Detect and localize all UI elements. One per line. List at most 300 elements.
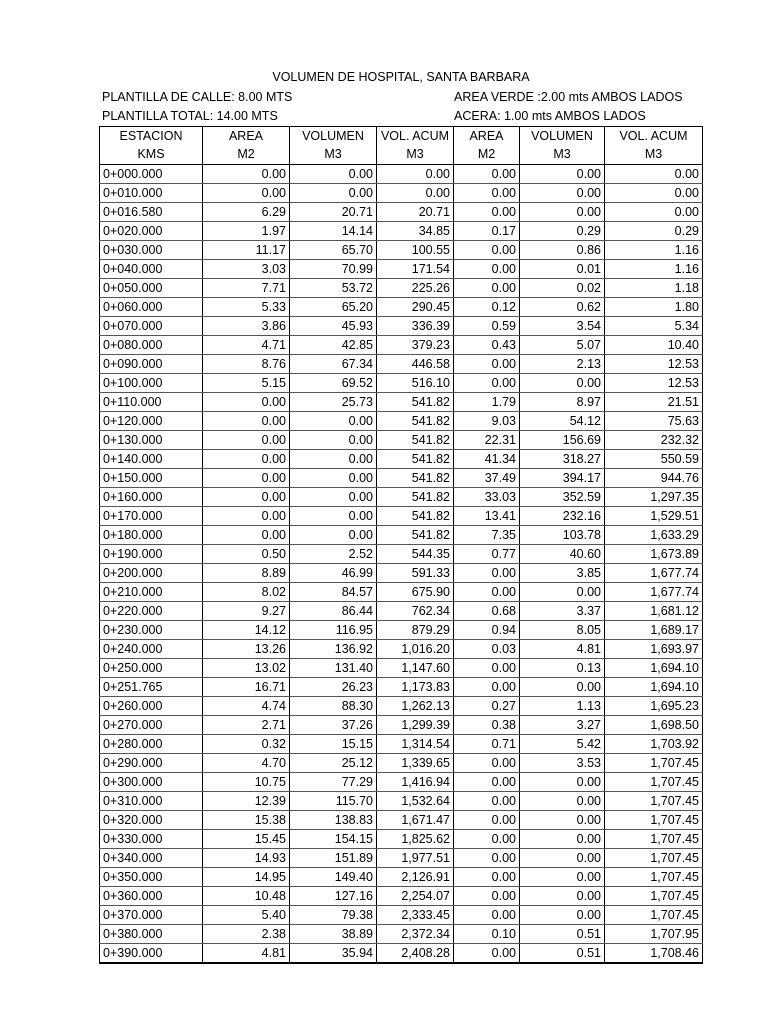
document-title: VOLUMEN DE HOSPITAL, SANTA BARBARA (272, 70, 530, 84)
area-verde-cell: 0.00 (454, 183, 520, 202)
vol-acum-cell: 879.29 (377, 620, 454, 639)
area-cell: 15.45 (203, 829, 290, 848)
estacion-cell: 0+000.000 (100, 164, 203, 183)
vol-acum-verde-cell: 1,633.29 (605, 525, 703, 544)
volumen-cell: 149.40 (290, 867, 377, 886)
vol-acum-cell: 1,173.83 (377, 677, 454, 696)
area-verde-cell: 0.94 (454, 620, 520, 639)
table-row (100, 221, 703, 240)
area-cell: 0.00 (203, 449, 290, 468)
vol-acum-verde-cell: 550.59 (605, 449, 703, 468)
vol-acum-verde-cell: 1,694.10 (605, 658, 703, 677)
area-cell: 0.00 (203, 468, 290, 487)
header-area-2: AREA (454, 127, 520, 146)
area-cell: 4.71 (203, 335, 290, 354)
vol-acum-cell: 675.90 (377, 582, 454, 601)
area-verde-cell: 0.38 (454, 715, 520, 734)
estacion-cell: 0+270.000 (100, 715, 203, 734)
table-row (100, 297, 703, 316)
vol-acum-cell: 1,671.47 (377, 810, 454, 829)
volumen-cell: 65.20 (290, 297, 377, 316)
vol-acum-verde-cell: 12.53 (605, 354, 703, 373)
area-cell: 0.00 (203, 525, 290, 544)
area-cell: 8.02 (203, 582, 290, 601)
vol-acum-cell: 2,333.45 (377, 905, 454, 924)
volumen-verde-cell: 352.59 (520, 487, 605, 506)
estacion-cell: 0+110.000 (100, 392, 203, 411)
area-verde-cell: 0.77 (454, 544, 520, 563)
vol-acum-verde-cell: 21.51 (605, 392, 703, 411)
volumen-cell: 86.44 (290, 601, 377, 620)
estacion-cell: 0+180.000 (100, 525, 203, 544)
area-cell: 0.00 (203, 430, 290, 449)
estacion-cell: 0+230.000 (100, 620, 203, 639)
volumen-verde-cell: 8.05 (520, 620, 605, 639)
area-verde-cell: 0.00 (454, 354, 520, 373)
estacion-cell: 0+280.000 (100, 734, 203, 753)
area-cell: 0.00 (203, 164, 290, 183)
area-verde-cell: 0.27 (454, 696, 520, 715)
volumen-verde-cell: 0.29 (520, 221, 605, 240)
estacion-cell: 0+340.000 (100, 848, 203, 867)
vol-acum-verde-cell: 5.34 (605, 316, 703, 335)
area-verde-cell: 0.00 (454, 886, 520, 905)
vol-acum-cell: 1,262.13 (377, 696, 454, 715)
table-row (100, 202, 703, 221)
vol-acum-cell: 1,339.65 (377, 753, 454, 772)
area-verde-cell: 0.00 (454, 240, 520, 259)
vol-acum-cell: 2,372.34 (377, 924, 454, 943)
table-row (100, 544, 703, 563)
vol-acum-cell: 2,126.91 (377, 867, 454, 886)
volumen-cell: 25.12 (290, 753, 377, 772)
table-row (100, 658, 703, 677)
estacion-cell: 0+330.000 (100, 829, 203, 848)
volumen-verde-cell: 3.37 (520, 601, 605, 620)
vol-acum-verde-cell: 1,681.12 (605, 601, 703, 620)
vol-acum-cell: 336.39 (377, 316, 454, 335)
table-row (100, 810, 703, 829)
area-verde-cell: 0.17 (454, 221, 520, 240)
vol-acum-verde-cell: 0.00 (605, 183, 703, 202)
area-cell: 3.03 (203, 259, 290, 278)
estacion-cell: 0+016.580 (100, 202, 203, 221)
area-verde-cell: 9.03 (454, 411, 520, 430)
volumen-verde-cell: 394.17 (520, 468, 605, 487)
vol-acum-cell: 516.10 (377, 373, 454, 392)
plantilla-total-label: PLANTILLA TOTAL: 14.00 MTS (102, 109, 278, 123)
vol-acum-verde-cell: 1,707.45 (605, 886, 703, 905)
header-volumen: VOLUMEN (290, 127, 377, 146)
estacion-cell: 0+060.000 (100, 297, 203, 316)
vol-acum-verde-cell: 1,708.46 (605, 943, 703, 963)
vol-acum-cell: 541.82 (377, 411, 454, 430)
area-verde-cell: 0.00 (454, 943, 520, 963)
area-verde-cell: 0.00 (454, 259, 520, 278)
area-verde-cell: 0.03 (454, 639, 520, 658)
volumen-verde-cell: 54.12 (520, 411, 605, 430)
volumen-verde-cell: 3.54 (520, 316, 605, 335)
volumen-cell: 138.83 (290, 810, 377, 829)
estacion-cell: 0+050.000 (100, 278, 203, 297)
volumen-cell: 84.57 (290, 582, 377, 601)
volumen-verde-cell: 318.27 (520, 449, 605, 468)
header-vol-acum: VOL. ACUM (377, 127, 454, 146)
volumen-cell: 42.85 (290, 335, 377, 354)
estacion-cell: 0+310.000 (100, 791, 203, 810)
estacion-cell: 0+130.000 (100, 430, 203, 449)
vol-acum-verde-cell: 0.29 (605, 221, 703, 240)
estacion-cell: 0+220.000 (100, 601, 203, 620)
vol-acum-verde-cell: 1,707.45 (605, 829, 703, 848)
info-row-1 (102, 88, 702, 107)
header-volumen-2: VOLUMEN (520, 127, 605, 146)
area-verde-label: AREA VERDE :2.00 mts AMBOS LADOS (454, 90, 683, 104)
vol-acum-verde-cell: 1,695.23 (605, 696, 703, 715)
volumen-cell: 15.15 (290, 734, 377, 753)
volumen-verde-cell: 0.00 (520, 886, 605, 905)
vol-acum-verde-cell: 1,698.50 (605, 715, 703, 734)
table-row (100, 430, 703, 449)
area-verde-cell: 0.43 (454, 335, 520, 354)
area-verde-cell: 0.00 (454, 905, 520, 924)
vol-acum-verde-cell: 1,689.17 (605, 620, 703, 639)
table-row (100, 848, 703, 867)
volumen-cell: 25.73 (290, 392, 377, 411)
estacion-cell: 0+300.000 (100, 772, 203, 791)
volumen-cell: 0.00 (290, 164, 377, 183)
area-cell: 14.95 (203, 867, 290, 886)
estacion-cell: 0+200.000 (100, 563, 203, 582)
vol-acum-verde-cell: 1,677.74 (605, 582, 703, 601)
table-row (100, 259, 703, 278)
estacion-cell: 0+210.000 (100, 582, 203, 601)
volumen-verde-cell: 8.97 (520, 392, 605, 411)
area-cell: 13.02 (203, 658, 290, 677)
area-cell: 15.38 (203, 810, 290, 829)
area-verde-cell: 0.00 (454, 202, 520, 221)
estacion-cell: 0+290.000 (100, 753, 203, 772)
unit-m3-2: M3 (520, 145, 605, 164)
vol-acum-verde-cell: 1.16 (605, 259, 703, 278)
volumen-cell: 69.52 (290, 373, 377, 392)
estacion-cell: 0+080.000 (100, 335, 203, 354)
table-row (100, 468, 703, 487)
estacion-cell: 0+120.000 (100, 411, 203, 430)
volumen-cell: 14.14 (290, 221, 377, 240)
estacion-cell: 0+360.000 (100, 886, 203, 905)
table-row (100, 373, 703, 392)
table-row (100, 924, 703, 943)
vol-acum-cell: 225.26 (377, 278, 454, 297)
area-verde-cell: 0.71 (454, 734, 520, 753)
table-row (100, 829, 703, 848)
vol-acum-cell: 34.85 (377, 221, 454, 240)
vol-acum-verde-cell: 1,677.74 (605, 563, 703, 582)
estacion-cell: 0+370.000 (100, 905, 203, 924)
volumen-cell: 151.89 (290, 848, 377, 867)
table-body (100, 164, 703, 963)
table-row (100, 563, 703, 582)
area-cell: 5.40 (203, 905, 290, 924)
volumen-verde-cell: 0.62 (520, 297, 605, 316)
vol-acum-cell: 591.33 (377, 563, 454, 582)
area-cell: 2.38 (203, 924, 290, 943)
volumen-verde-cell: 5.42 (520, 734, 605, 753)
area-verde-cell: 37.49 (454, 468, 520, 487)
volumen-verde-cell: 0.00 (520, 202, 605, 221)
area-cell: 9.27 (203, 601, 290, 620)
area-verde-cell: 0.00 (454, 563, 520, 582)
volumen-verde-cell: 0.00 (520, 183, 605, 202)
vol-acum-cell: 1,532.64 (377, 791, 454, 810)
table-row (100, 905, 703, 924)
table-row (100, 240, 703, 259)
area-cell: 1.97 (203, 221, 290, 240)
unit-m3-acum-2: M3 (605, 145, 703, 164)
volumen-verde-cell: 0.02 (520, 278, 605, 297)
unit-m3: M3 (290, 145, 377, 164)
acera-label: ACERA: 1.00 mts AMBOS LADOS (454, 109, 646, 123)
area-verde-cell: 0.68 (454, 601, 520, 620)
vol-acum-cell: 544.35 (377, 544, 454, 563)
volumen-cell: 127.16 (290, 886, 377, 905)
vol-acum-verde-cell: 1,694.10 (605, 677, 703, 696)
estacion-cell: 0+150.000 (100, 468, 203, 487)
volumen-cell: 37.26 (290, 715, 377, 734)
vol-acum-verde-cell: 1,703.92 (605, 734, 703, 753)
volumen-cell: 116.95 (290, 620, 377, 639)
volumen-cell: 38.89 (290, 924, 377, 943)
vol-acum-cell: 541.82 (377, 525, 454, 544)
table-row (100, 677, 703, 696)
vol-acum-verde-cell: 232.32 (605, 430, 703, 449)
vol-acum-cell: 1,825.62 (377, 829, 454, 848)
volumen-verde-cell: 3.85 (520, 563, 605, 582)
table-row (100, 335, 703, 354)
estacion-cell: 0+250.000 (100, 658, 203, 677)
volumen-cell: 115.70 (290, 791, 377, 810)
vol-acum-verde-cell: 1,707.45 (605, 772, 703, 791)
estacion-cell: 0+251.765 (100, 677, 203, 696)
estacion-cell: 0+260.000 (100, 696, 203, 715)
area-verde-cell: 13.41 (454, 506, 520, 525)
volumen-verde-cell: 156.69 (520, 430, 605, 449)
area-verde-cell: 0.00 (454, 753, 520, 772)
table-row (100, 867, 703, 886)
estacion-cell: 0+170.000 (100, 506, 203, 525)
area-cell: 8.89 (203, 563, 290, 582)
volumen-verde-cell: 0.51 (520, 943, 605, 963)
table-row (100, 772, 703, 791)
volumen-verde-cell: 0.00 (520, 373, 605, 392)
unit-m2-2: M2 (454, 145, 520, 164)
estacion-cell: 0+140.000 (100, 449, 203, 468)
vol-acum-verde-cell: 10.40 (605, 335, 703, 354)
table-row (100, 582, 703, 601)
volumen-cell: 154.15 (290, 829, 377, 848)
vol-acum-cell: 2,254.07 (377, 886, 454, 905)
volumen-cell: 77.29 (290, 772, 377, 791)
volumen-cell: 79.38 (290, 905, 377, 924)
vol-acum-verde-cell: 1,707.45 (605, 791, 703, 810)
volumen-cell: 0.00 (290, 430, 377, 449)
table-row (100, 791, 703, 810)
vol-acum-cell: 290.45 (377, 297, 454, 316)
volumen-cell: 70.99 (290, 259, 377, 278)
area-verde-cell: 0.00 (454, 829, 520, 848)
vol-acum-cell: 762.34 (377, 601, 454, 620)
header-estacion: ESTACION (100, 127, 203, 146)
vol-acum-verde-cell: 1,707.95 (605, 924, 703, 943)
header-vol-acum-2: VOL. ACUM (605, 127, 703, 146)
area-cell: 6.29 (203, 202, 290, 221)
table-row (100, 411, 703, 430)
area-cell: 13.26 (203, 639, 290, 658)
area-cell: 0.32 (203, 734, 290, 753)
volumen-cell: 53.72 (290, 278, 377, 297)
area-cell: 4.70 (203, 753, 290, 772)
area-verde-cell: 0.00 (454, 772, 520, 791)
volumen-verde-cell: 0.86 (520, 240, 605, 259)
estacion-cell: 0+090.000 (100, 354, 203, 373)
area-cell: 0.50 (203, 544, 290, 563)
unit-m3-acum: M3 (377, 145, 454, 164)
vol-acum-cell: 541.82 (377, 449, 454, 468)
estacion-cell: 0+240.000 (100, 639, 203, 658)
area-cell: 12.39 (203, 791, 290, 810)
vol-acum-verde-cell: 12.53 (605, 373, 703, 392)
volumen-cell: 45.93 (290, 316, 377, 335)
vol-acum-cell: 541.82 (377, 506, 454, 525)
area-cell: 0.00 (203, 411, 290, 430)
table-row (100, 506, 703, 525)
table-row (100, 943, 703, 963)
vol-acum-cell: 100.55 (377, 240, 454, 259)
area-verde-cell: 0.00 (454, 867, 520, 886)
area-verde-cell: 33.03 (454, 487, 520, 506)
area-cell: 8.76 (203, 354, 290, 373)
area-verde-cell: 22.31 (454, 430, 520, 449)
vol-acum-cell: 1,016.20 (377, 639, 454, 658)
vol-acum-verde-cell: 1,707.45 (605, 810, 703, 829)
area-cell: 0.00 (203, 487, 290, 506)
volumen-verde-cell: 3.27 (520, 715, 605, 734)
table-row (100, 487, 703, 506)
volumen-cell: 0.00 (290, 506, 377, 525)
area-verde-cell: 1.79 (454, 392, 520, 411)
table-row (100, 620, 703, 639)
volumen-verde-cell: 40.60 (520, 544, 605, 563)
volumen-cell: 136.92 (290, 639, 377, 658)
vol-acum-cell: 379.23 (377, 335, 454, 354)
area-cell: 10.75 (203, 772, 290, 791)
volumen-verde-cell: 0.01 (520, 259, 605, 278)
table-row (100, 886, 703, 905)
table-row (100, 183, 703, 202)
area-cell: 3.86 (203, 316, 290, 335)
vol-acum-cell: 1,314.54 (377, 734, 454, 753)
volumen-verde-cell: 1.13 (520, 696, 605, 715)
area-cell: 16.71 (203, 677, 290, 696)
table-row (100, 316, 703, 335)
estacion-cell: 0+030.000 (100, 240, 203, 259)
header-row-2 (100, 145, 703, 164)
estacion-cell: 0+020.000 (100, 221, 203, 240)
volumen-verde-cell: 232.16 (520, 506, 605, 525)
area-verde-cell: 41.34 (454, 449, 520, 468)
vol-acum-verde-cell: 1,529.51 (605, 506, 703, 525)
volume-table (99, 126, 703, 964)
area-cell: 4.81 (203, 943, 290, 963)
table-row (100, 354, 703, 373)
volumen-verde-cell: 2.13 (520, 354, 605, 373)
vol-acum-verde-cell: 1,707.45 (605, 848, 703, 867)
volumen-verde-cell: 0.00 (520, 582, 605, 601)
area-verde-cell: 0.59 (454, 316, 520, 335)
volumen-cell: 88.30 (290, 696, 377, 715)
estacion-cell: 0+040.000 (100, 259, 203, 278)
estacion-cell: 0+380.000 (100, 924, 203, 943)
vol-acum-verde-cell: 0.00 (605, 164, 703, 183)
area-cell: 5.33 (203, 297, 290, 316)
vol-acum-verde-cell: 1.18 (605, 278, 703, 297)
table-row (100, 449, 703, 468)
area-cell: 11.17 (203, 240, 290, 259)
plantilla-calle-label: PLANTILLA DE CALLE: 8.00 MTS (102, 90, 293, 104)
vol-acum-verde-cell: 1.80 (605, 297, 703, 316)
volumen-verde-cell: 5.07 (520, 335, 605, 354)
volumen-verde-cell: 103.78 (520, 525, 605, 544)
area-cell: 14.93 (203, 848, 290, 867)
estacion-cell: 0+350.000 (100, 867, 203, 886)
area-verde-cell: 0.00 (454, 848, 520, 867)
vol-acum-verde-cell: 1,707.45 (605, 905, 703, 924)
volumen-cell: 2.52 (290, 544, 377, 563)
area-verde-cell: 0.00 (454, 658, 520, 677)
volumen-verde-cell: 0.00 (520, 829, 605, 848)
volumen-cell: 0.00 (290, 183, 377, 202)
volumen-verde-cell: 0.51 (520, 924, 605, 943)
estacion-cell: 0+390.000 (100, 943, 203, 963)
area-cell: 5.15 (203, 373, 290, 392)
vol-acum-cell: 171.54 (377, 259, 454, 278)
volumen-verde-cell: 0.00 (520, 810, 605, 829)
vol-acum-verde-cell: 1.16 (605, 240, 703, 259)
area-cell: 0.00 (203, 392, 290, 411)
vol-acum-cell: 0.00 (377, 183, 454, 202)
area-cell: 7.71 (203, 278, 290, 297)
volumen-cell: 46.99 (290, 563, 377, 582)
area-verde-cell: 0.00 (454, 373, 520, 392)
vol-acum-verde-cell: 1,707.45 (605, 753, 703, 772)
table-row (100, 734, 703, 753)
area-cell: 0.00 (203, 183, 290, 202)
volumen-cell: 35.94 (290, 943, 377, 963)
area-verde-cell: 7.35 (454, 525, 520, 544)
volumen-verde-cell: 0.00 (520, 164, 605, 183)
volumen-cell: 131.40 (290, 658, 377, 677)
estacion-cell: 0+070.000 (100, 316, 203, 335)
estacion-cell: 0+320.000 (100, 810, 203, 829)
vol-acum-cell: 2,408.28 (377, 943, 454, 963)
vol-acum-verde-cell: 1,297.35 (605, 487, 703, 506)
area-verde-cell: 0.00 (454, 278, 520, 297)
unit-kms: KMS (100, 145, 203, 164)
vol-acum-cell: 1,416.94 (377, 772, 454, 791)
volumen-cell: 0.00 (290, 525, 377, 544)
volumen-verde-cell: 0.00 (520, 772, 605, 791)
